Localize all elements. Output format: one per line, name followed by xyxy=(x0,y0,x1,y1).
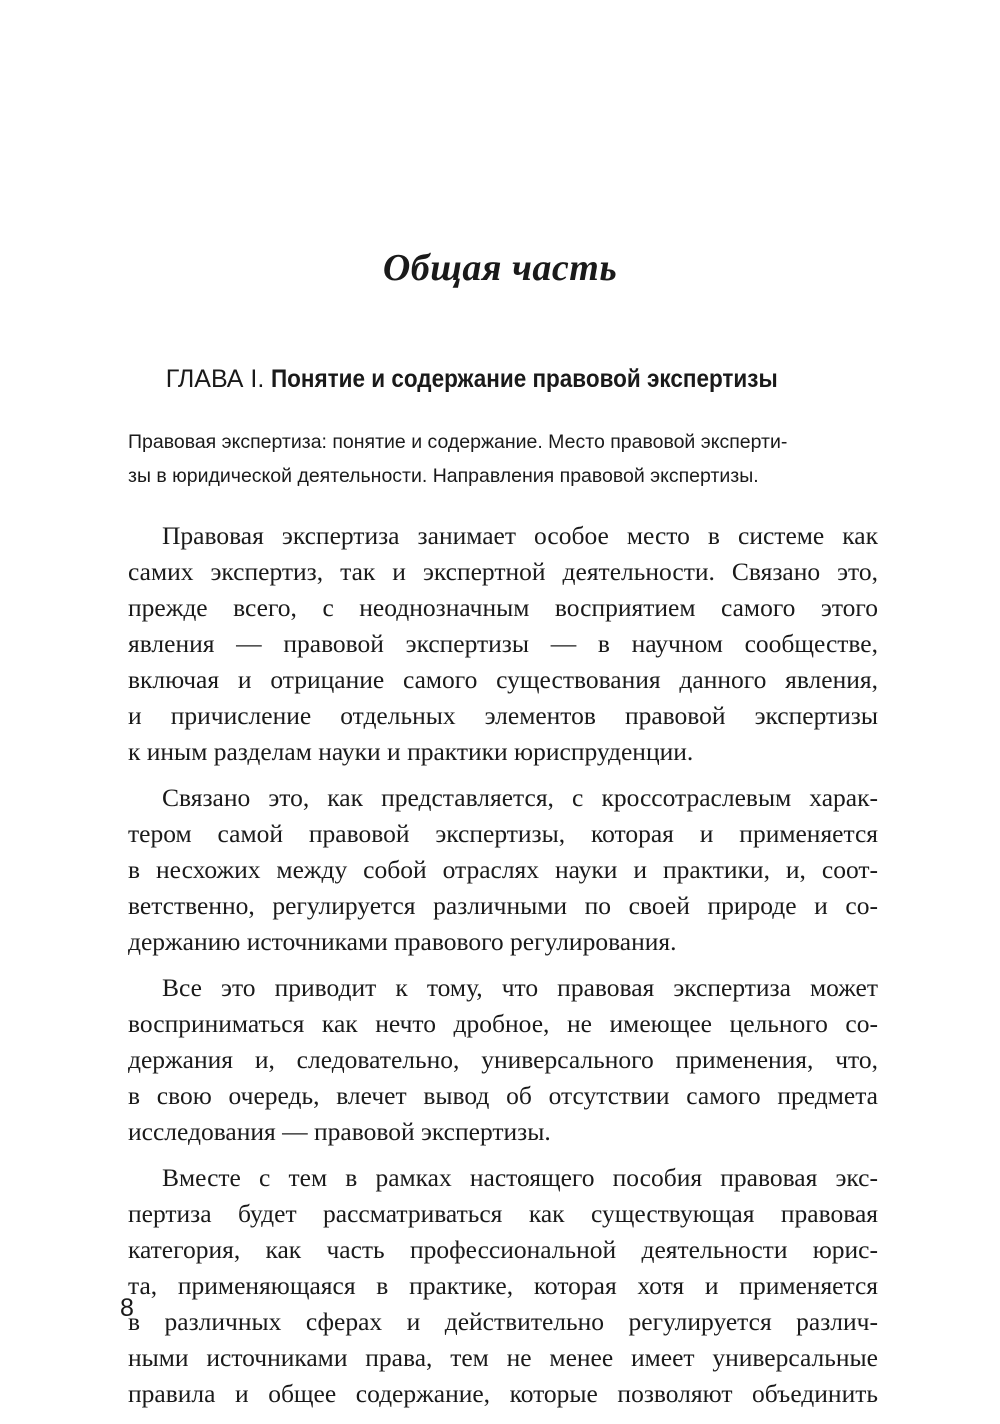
chapter-title: Понятие и содержание правовой экспертизы xyxy=(271,365,778,393)
text-line: исследования — правовой экспертизы. xyxy=(128,1117,551,1146)
text-line: включая и отрицание самого существования данного явления, xyxy=(128,665,878,694)
text-line: восприниматься как нечто дробное, не имеющее цельного со- xyxy=(128,1009,878,1038)
text-line: прежде всего, с неоднозначным восприятием самого этого xyxy=(128,593,878,622)
text-line: в свою очередь, влечет вывод об отсутствии самого предмета xyxy=(128,1081,878,1110)
text-line: та, применяющаяся в практике, которая хотя и применяется xyxy=(128,1271,878,1300)
chapter-label: ГЛАВА I. xyxy=(165,365,265,393)
summary-line: Правовая экспертиза: понятие и содержание. Место правовой эксперти- xyxy=(128,431,788,453)
body-text xyxy=(128,518,878,1422)
text-line: ветственно, регулируется различными по своей природе и со- xyxy=(128,891,878,920)
text-line: Вместе с тем в рамках настоящего пособия правовая экс- xyxy=(162,1163,878,1192)
text-line: в различных сферах и действительно регулируется различ- xyxy=(128,1307,878,1336)
text-line: правила и общее содержание, которые позволяют объединить xyxy=(128,1379,878,1408)
text-line: пертиза будет рассматриваться как существующая правовая xyxy=(128,1199,878,1228)
text-line: тером самой правовой экспертизы, которая и применяется xyxy=(128,819,878,848)
paragraph xyxy=(128,970,878,1150)
text-line: и причисление отдельных элементов правовой экспертизы xyxy=(128,701,878,730)
text-line: ными источниками права, тем не менее имеет универсальные xyxy=(128,1343,878,1372)
paragraph xyxy=(128,518,878,770)
text-line: Связано это, как представляется, с кроссотраслевым харак- xyxy=(162,783,878,812)
chapter-heading xyxy=(0,362,1000,396)
paragraph xyxy=(128,1160,878,1412)
text-line: в несхожих между собой отраслях науки и практики, и, соот- xyxy=(128,855,878,884)
page-number: 8 xyxy=(120,1294,134,1322)
text-line: явления — правовой экспертизы — в научном сообществе, xyxy=(128,629,878,658)
part-title: Общая часть xyxy=(382,247,618,289)
text-line: держания и, следовательно, универсального применения, что, xyxy=(128,1045,878,1074)
chapter-summary xyxy=(128,425,870,493)
text-line: Правовая экспертиза занимает особое место в системе как xyxy=(162,521,878,550)
text-line: самих экспертиз, так и экспертной деятельности. Связано это, xyxy=(128,557,878,586)
paragraph xyxy=(128,780,878,960)
summary-line: зы в юридической деятельности. Направления правовой экспертизы. xyxy=(128,465,759,487)
text-line: к иным разделам науки и практики юриспруденции. xyxy=(128,737,694,766)
text-line: держанию источниками правового регулирования. xyxy=(128,927,677,956)
text-line: Все это приводит к тому, что правовая экспертиза может xyxy=(162,973,878,1002)
text-line: категория, как часть профессиональной деятельности юрис- xyxy=(128,1235,878,1264)
